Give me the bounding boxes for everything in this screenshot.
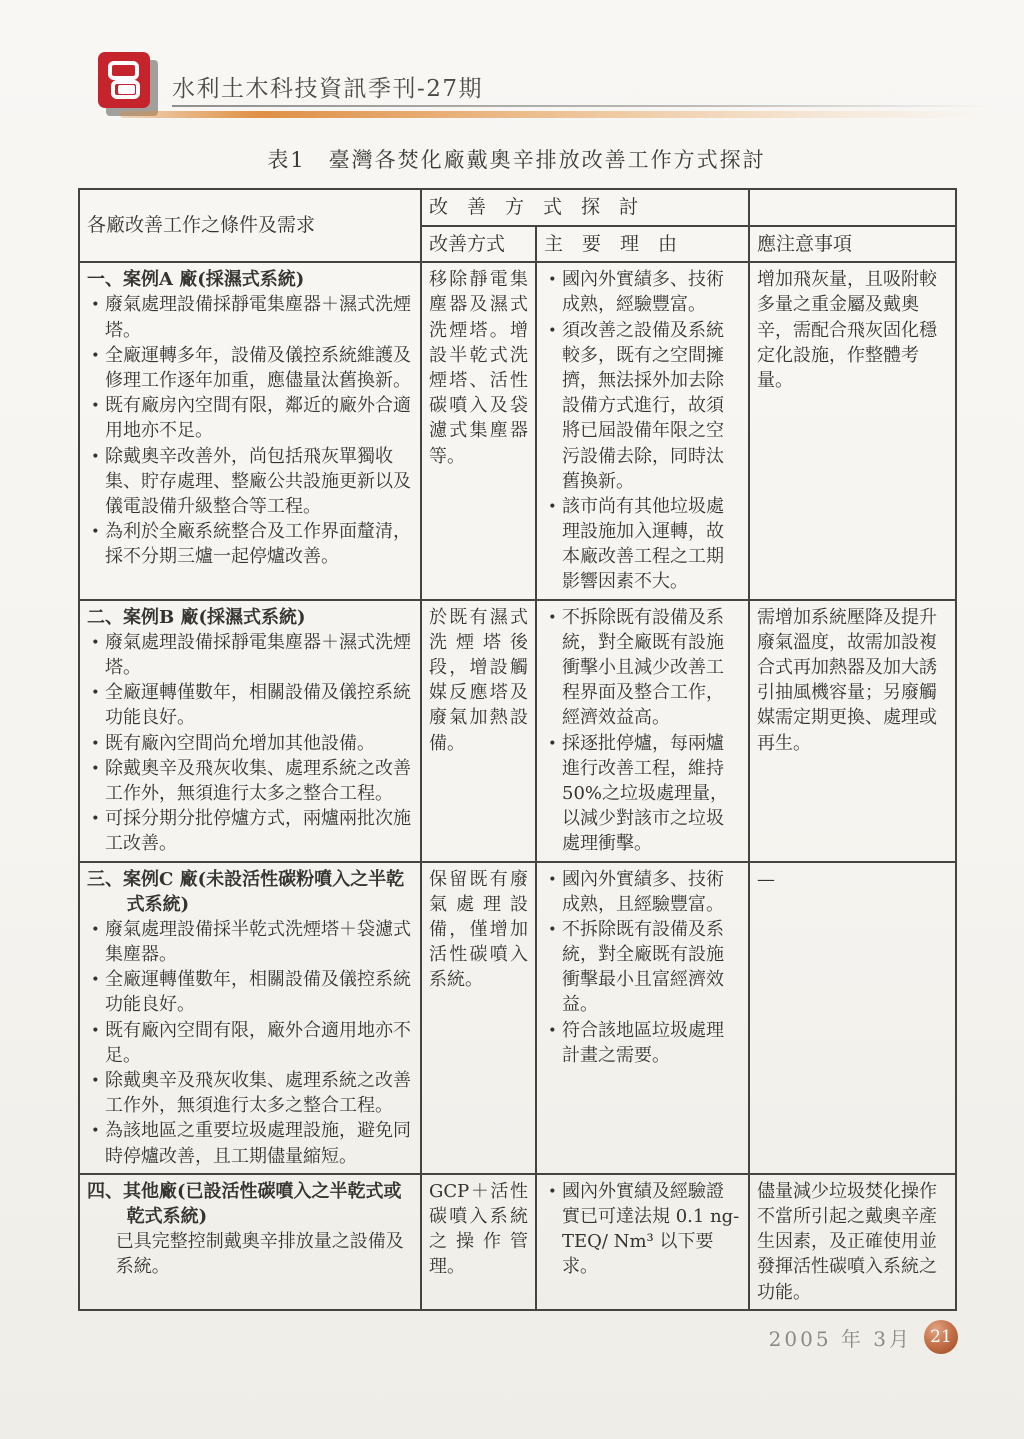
condition-item: • 為利於全廠系統整合及工作界面釐清，採不分期三爐一起停爐改善。: [87, 519, 413, 569]
condition-item: • 既有廠內空間尚允增加其他設備。: [87, 731, 413, 756]
header-method: 改善方式: [421, 226, 536, 263]
reason-item: • 須改善之設備及系統較多，既有之空間擁擠，無法採外加去除設備方式進行，故須將已屆設備年限之空污設備去除，同時汰舊換新。: [544, 318, 741, 494]
page-number-badge: 21: [924, 1320, 958, 1354]
condition-item: • 除戴奧辛及飛灰收集、處理系統之改善工作外，無須進行太多之整合工程。: [87, 1068, 413, 1118]
method-cell: [421, 600, 536, 862]
reason-item: • 不拆除既有設備及系統，對全廠既有設施衝擊最小且富經濟效益。: [544, 917, 741, 1018]
table-title: 表1 臺灣各焚化廠戴奧辛排放改善工作方式探討: [267, 148, 766, 172]
reason-list: [544, 605, 741, 857]
table-row-case-b: [79, 600, 956, 862]
condition-cell: [79, 862, 421, 1174]
method-text: 於既有濕式洗煙塔後段，增設觸媒反應塔及廢氣加熱設備。: [429, 606, 528, 754]
condition-cell: [79, 262, 421, 599]
header-conditions: 各廠改善工作之條件及需求: [79, 189, 421, 262]
improvement-table: [78, 188, 957, 1311]
condition-item: • 為該地區之重要垃圾處理設施，避免同時停爐改善，且工期儘量縮短。: [87, 1118, 413, 1168]
notes-cell: [749, 262, 956, 599]
row-title: 一、案例A 廠(採濕式系統): [87, 269, 305, 291]
reason-cell: [536, 600, 749, 862]
method-cell: [421, 262, 536, 599]
notes-cell: [749, 600, 956, 862]
header-rule: [172, 105, 992, 107]
condition-item: • 既有廠房內空間有限，鄰近的廠外合適用地亦不足。: [87, 393, 413, 443]
method-cell: [421, 862, 536, 1174]
header-accent-bar: [120, 111, 988, 118]
row-title: 二、案例B 廠(採濕式系統): [87, 606, 306, 628]
method-text: 保留既有廢氣處理設備，僅增加活性碳噴入系統。: [429, 868, 528, 991]
condition-item: • 可採分期分批停爐方式，兩爐兩批次施工改善。: [87, 806, 413, 856]
journal-title: 水利土木科技資訊季刊-27期: [172, 76, 484, 102]
condition-cell: [79, 1174, 421, 1310]
condition-item: • 廢氣處理設備採靜電集塵器＋濕式洗煙塔。: [87, 630, 413, 680]
header-reason: 主 要 理 由: [536, 226, 749, 263]
condition-list: [87, 630, 413, 857]
condition-item: • 廢氣處理設備採半乾式洗煙塔＋袋濾式集塵器。: [87, 917, 413, 967]
notes-text: 需增加系統壓降及提升廢氣溫度，故需加設複合式再加熱器及加大誘引抽風機容量；另廢觸媒需定期更換、處理或再生。: [757, 606, 938, 754]
notes-text: 儘量減少垃圾焚化操作不當所引起之戴奧辛產生因素，及正確使用並發揮活性碳噴入系統之功能。: [757, 1180, 938, 1303]
notes-text: 增加飛灰量，且吸附較多量之重金屬及戴奧辛，需配合飛灰固化穩定化設施，作整體考量。: [757, 269, 938, 391]
condition-item: • 全廠運轉僅數年，相關設備及儀控系統功能良好。: [87, 967, 413, 1017]
condition-item: • 除戴奧辛改善外，尚包括飛灰單獨收集、貯存處理、整廠公共設施更新以及儀電設備升級整合等工程。: [87, 444, 413, 520]
condition-cell: [79, 600, 421, 862]
method-cell: [421, 1174, 536, 1310]
method-text: GCP＋活性碳噴入系統之操作管理。: [429, 1180, 528, 1278]
table-row-other-plants: [79, 1174, 956, 1310]
reason-item: • 採逐批停爐，每兩爐進行改善工程，維持50%之垃圾處理量，以減少對該市之垃圾處理衝擊。: [544, 731, 741, 857]
page-footer: [769, 1320, 958, 1354]
condition-item: • 全廠運轉多年，設備及儀控系統維護及修理工作逐年加重，應儘量汰舊換新。: [87, 343, 413, 393]
notes-cell: [749, 1174, 956, 1310]
reason-item: • 該市尚有其他垃圾處理設施加入運轉，故本廠改善工程之工期影響因素不大。: [544, 494, 741, 595]
logo-s-icon: [105, 59, 143, 101]
reason-list: [544, 267, 741, 594]
header-group-improvement: 改 善 方 式 探 討: [421, 189, 749, 226]
condition-intro: 已具完整控制戴奧辛排放量之設備及系統。: [115, 1231, 404, 1278]
reason-list: [544, 1179, 741, 1280]
condition-item: • 既有廠內空間有限，廠外合適用地亦不足。: [87, 1018, 413, 1068]
reason-item: • 國內外實績多、技術成熟，且經驗豐富。: [544, 867, 741, 917]
reason-item: • 符合該地區垃圾處理計畫之需要。: [544, 1018, 741, 1068]
condition-list: [87, 292, 413, 569]
row-title: 四、其他廠(已設活性碳噴入之半乾式或乾式系統): [87, 1180, 402, 1227]
condition-item: • 全廠運轉僅數年，相關設備及儀控系統功能良好。: [87, 680, 413, 730]
table-row-case-a: [79, 262, 956, 599]
notes-text: —: [757, 868, 776, 890]
logo-box: [98, 52, 150, 108]
journal-logo: [98, 52, 158, 116]
condition-list: [87, 917, 413, 1169]
page-header: [98, 52, 994, 124]
reason-cell: [536, 1174, 749, 1310]
reason-item: • 國內外實績多、技術成熟，經驗豐富。: [544, 267, 741, 317]
row-title: 三、案例C 廠(未設活性碳粉噴入之半乾式系統): [87, 868, 405, 915]
condition-item: • 除戴奧辛及飛灰收集、處理系統之改善工作外，無須進行太多之整合工程。: [87, 756, 413, 806]
table-row-case-c: [79, 862, 956, 1174]
reason-list: [544, 867, 741, 1069]
reason-item: • 國內外實績及經驗證實已可達法規 0.1 ng-TEQ/ Nm³ 以下要求。: [544, 1179, 741, 1280]
header-group-spacer: [749, 189, 956, 226]
reason-cell: [536, 862, 749, 1174]
footer-date: 2005 年 3月: [768, 1326, 912, 1351]
reason-cell: [536, 262, 749, 599]
method-text: 移除靜電集塵器及濕式洗煙塔。增設半乾式洗煙塔、活性碳噴入及袋濾式集塵器等。: [429, 269, 528, 467]
notes-cell: [749, 862, 956, 1174]
header-notes: 應注意事項: [749, 226, 956, 263]
reason-item: • 不拆除既有設備及系統，對全廠既有設施衝擊小且減少改善工程界面及整合工作，經濟效益高。: [544, 605, 741, 731]
condition-item: • 廢氣處理設備採靜電集塵器＋濕式洗煙塔。: [87, 292, 413, 342]
